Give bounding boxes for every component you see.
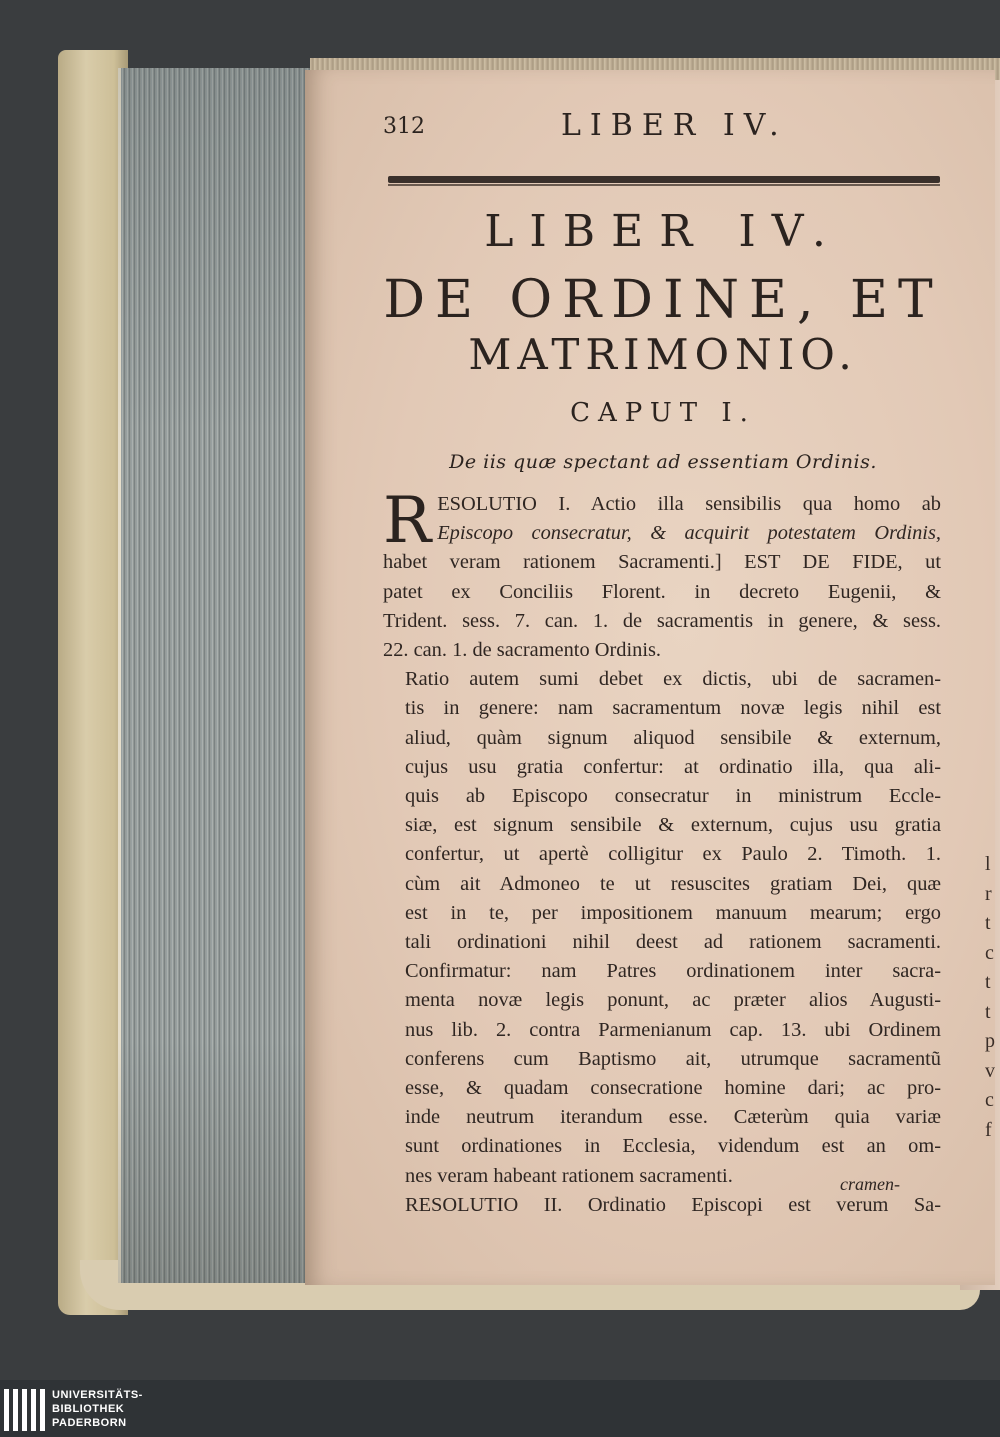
text-line: esse, & quadam consecratione homine dari; ac pro- xyxy=(405,1077,941,1100)
paragraph-3 xyxy=(383,1191,941,1220)
margin-letter: f xyxy=(985,1118,992,1141)
logo-line-2: BIBLIOTHEK xyxy=(52,1403,125,1415)
text-line: habet veram rationem Sacramenti.] EST DE FIDE, ut xyxy=(383,551,941,574)
library-logo xyxy=(0,1385,240,1435)
catchword: cramen- xyxy=(840,1174,900,1194)
margin-letter: r xyxy=(985,882,992,905)
margin-letter: l xyxy=(985,853,991,875)
margin-letter: c xyxy=(985,1089,994,1111)
margin-letter: c xyxy=(985,941,994,964)
chapter-subtitle: De iis quæ spectant ad essentiam Ordinis. xyxy=(449,451,877,473)
margin-letter: v xyxy=(985,1059,995,1082)
text-line: ESOLUTIO I. Actio illa sensibilis qua homo ab xyxy=(437,493,941,515)
text-line: Confirmatur: nam Patres ordinationem inter sacra- xyxy=(405,960,941,983)
text-line: confertur, ut apertè colligitur ex Paulo 2. Timoth. 1. xyxy=(405,843,941,866)
book-title: LIBER IV. xyxy=(484,206,842,257)
page-number: 312 xyxy=(383,114,425,139)
paragraph-1 xyxy=(383,484,941,665)
logo-text xyxy=(52,1388,143,1430)
text-line: sunt ordinationes in Ecclesia, videndum est an om- xyxy=(405,1135,941,1158)
facing-page-margin xyxy=(985,850,1000,1145)
body-text xyxy=(383,484,941,1220)
text-line: menta novæ legis ponunt, ac præter alios Augusti- xyxy=(405,989,941,1012)
header-rule xyxy=(388,176,940,183)
text-line: est in te, per impositionem manuum mearum; ergo xyxy=(405,901,941,924)
logo-line-1: UNIVERSITÄTS- xyxy=(52,1389,143,1401)
text-line: cùm ait Admoneo te ut resuscites gratiam Dei, quæ xyxy=(405,872,941,895)
text-line: nus lib. 2. contra Parmenianum cap. 13. ubi Ordinem xyxy=(405,1018,941,1041)
logo-line-3: PADERBORN xyxy=(52,1417,127,1429)
text-line: tali ordinationi nihil deest ad rationem sacramenti. xyxy=(405,931,941,954)
title-line-matrimonio: MATRIMONIO. xyxy=(468,330,858,379)
text-line: tis in genere: nam sacramentum novæ legis nihil est xyxy=(405,697,941,720)
text-line: conferens cum Baptismo ait, utrumque sacramentũ xyxy=(405,1047,941,1070)
text-line: 22. can. 1. de sacramento Ordinis. xyxy=(383,639,662,662)
text-line: Episcopo consecratur, & acquirit potestatem Ordinis, xyxy=(437,522,941,545)
margin-letter: t xyxy=(985,912,991,934)
margin-letter: t xyxy=(985,1000,991,1023)
margin-letter: p xyxy=(985,1030,995,1052)
text-line: quis ab Episcopo consecratur in ministrum Eccle- xyxy=(405,785,941,808)
running-head: LIBER IV. xyxy=(561,108,788,143)
title-line-ordine: DE ORDINE, ET xyxy=(383,270,943,330)
text-line: Ratio autem sumi debet ex dictis, ubi de sacramen- xyxy=(405,668,941,691)
text-line: nes veram habeant rationem sacramenti. xyxy=(405,1164,733,1187)
page-header xyxy=(383,108,943,148)
logo-bars-icon xyxy=(4,1389,48,1431)
margin-letter: t xyxy=(985,971,991,993)
chapter-heading: CAPUT I. xyxy=(570,398,756,428)
text-line: Trident. sess. 7. can. 1. de sacramentis in genere, & sess. xyxy=(383,609,941,632)
text-line: cujus usu gratia confertur: at ordinatio illa, qua ali- xyxy=(405,755,941,778)
drop-cap: R xyxy=(383,484,432,558)
text-line: RESOLUTIO II. Ordinatio Episcopi est verum Sa- xyxy=(405,1193,941,1216)
text-line: siæ, est signum sensibile & externum, cujus usu gratia xyxy=(405,814,941,837)
text-line: inde neutrum iterandum esse. Cæterùm quia variæ xyxy=(405,1106,941,1129)
paragraph-2 xyxy=(383,665,941,1191)
text-line: patet ex Conciliis Florent. in decreto Eugenii, & xyxy=(383,580,941,603)
text-line: aliud, quàm signum aliquod sensibile & externum, xyxy=(405,726,941,749)
